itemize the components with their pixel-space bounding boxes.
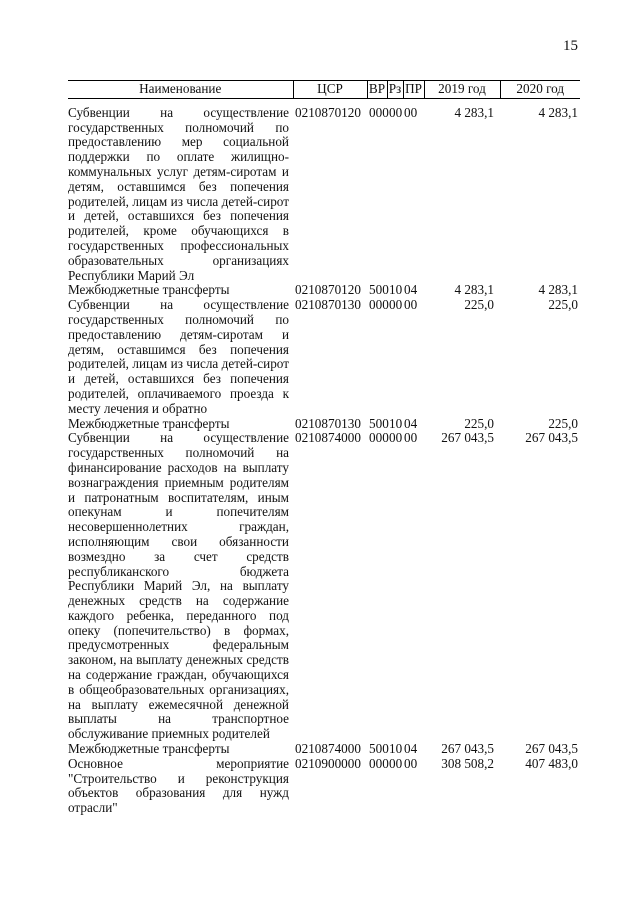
table-header-row — [68, 81, 580, 99]
header-2020: 2020 год — [500, 81, 580, 99]
table-row — [68, 742, 580, 757]
row-2019: 4 283,1 — [454, 104, 494, 120]
row-2020: 4 283,1 — [538, 282, 578, 298]
row-rz: 10 — [389, 415, 403, 431]
row-2020: 267 043,5 — [525, 430, 578, 446]
table-row — [68, 431, 580, 742]
table-row — [68, 757, 580, 816]
header-pr: ПР — [403, 81, 424, 99]
table-row — [68, 283, 580, 298]
table-row — [68, 298, 580, 416]
row-pr: 04 — [404, 415, 418, 431]
row-name: Основное мероприятие "Строительство и реконструкция объектов образования для нужд отрасли" — [68, 755, 289, 816]
row-vr: 500 — [369, 282, 389, 298]
row-pr: 00 — [404, 297, 418, 313]
row-name: Субвенции на осуществление государственных полномочий на финансирование расходов на выплату вознаграждения приемным родителям и патронатным воспитателям, иным опекунам и попечителям несовершеннолетних граждан, исполняющим свои обязанности возмездно за счет средств республиканского бюджета Республики Марий Эл, на выплату денежных средств на содержание каждого ребенка, переданного под опеку (попечительство) в формах, предусмотренных федеральным законом, на выплату денежных средств на содержание граждан, обучающихся в общеобразовательных организациях, на выплату ежемесячной денежной выплаты на транспортное обслуживание приемных родителей — [68, 430, 289, 742]
row-rz: 10 — [389, 741, 403, 757]
budget-table — [68, 80, 580, 816]
row-pr: 00 — [404, 755, 418, 771]
row-pr: 04 — [404, 741, 418, 757]
row-2019: 225,0 — [464, 415, 494, 431]
row-csr: 0210900000 — [295, 755, 361, 771]
row-vr: 500 — [369, 741, 389, 757]
row-csr: 0210870120 — [295, 104, 361, 120]
row-vr: 000 — [369, 297, 389, 313]
row-rz: 00 — [389, 755, 403, 771]
row-2019: 267 043,5 — [441, 741, 494, 757]
row-2019: 308 508,2 — [441, 755, 494, 771]
row-2019: 225,0 — [464, 297, 494, 313]
row-csr: 0210870130 — [295, 297, 361, 313]
row-vr: 500 — [369, 415, 389, 431]
row-2020: 267 043,5 — [525, 741, 578, 757]
row-pr: 00 — [404, 104, 418, 120]
row-rz: 00 — [389, 430, 403, 446]
row-2020: 407 483,0 — [525, 755, 578, 771]
header-rz: Рз — [387, 81, 403, 99]
table-row — [68, 98, 580, 283]
header-2019: 2019 год — [424, 81, 500, 99]
row-vr: 000 — [369, 755, 389, 771]
row-2019: 4 283,1 — [454, 282, 494, 298]
row-2020: 4 283,1 — [538, 104, 578, 120]
row-vr: 000 — [369, 430, 389, 446]
row-pr: 00 — [404, 430, 418, 446]
row-name: Межбюджетные трансферты — [68, 415, 230, 431]
row-name: Субвенции на осуществление государственных полномочий по предоставлению детям-сиротам и детям, оставшимся без попечения родителей, лицам из числа детей-сирот и детей, оставшихся без попечения родителей, оплачиваемого проезда к месту лечения и обратно — [68, 297, 289, 416]
row-rz: 00 — [389, 104, 403, 120]
row-csr: 0210870120 — [295, 282, 361, 298]
header-vr: ВР — [367, 81, 387, 99]
row-name: Межбюджетные трансферты — [68, 282, 230, 298]
row-csr: 0210870130 — [295, 415, 361, 431]
page-number: 15 — [563, 38, 578, 54]
row-vr: 000 — [369, 104, 389, 120]
row-csr: 0210874000 — [295, 430, 361, 446]
row-rz: 00 — [389, 297, 403, 313]
row-rz: 10 — [389, 282, 403, 298]
row-name: Субвенции на осуществление государственных полномочий по предоставлению мер социальной поддержки по оплате жилищно-коммунальных услуг детям-сиротам и детям, оставшимся без попечения родителей, лицам из числа детей-сирот и детей, оставшихся без попечения родителей, кроме обучающихся в государственных профессиональных образовательных организациях Республики Марий Эл — [68, 104, 289, 283]
table-row — [68, 417, 580, 432]
header-csr: ЦСР — [293, 81, 367, 99]
row-2020: 225,0 — [548, 415, 578, 431]
row-csr: 0210874000 — [295, 741, 361, 757]
row-2019: 267 043,5 — [441, 430, 494, 446]
header-name: Наименование — [68, 81, 293, 99]
row-pr: 04 — [404, 282, 418, 298]
row-2020: 225,0 — [548, 297, 578, 313]
row-name: Межбюджетные трансферты — [68, 741, 230, 757]
